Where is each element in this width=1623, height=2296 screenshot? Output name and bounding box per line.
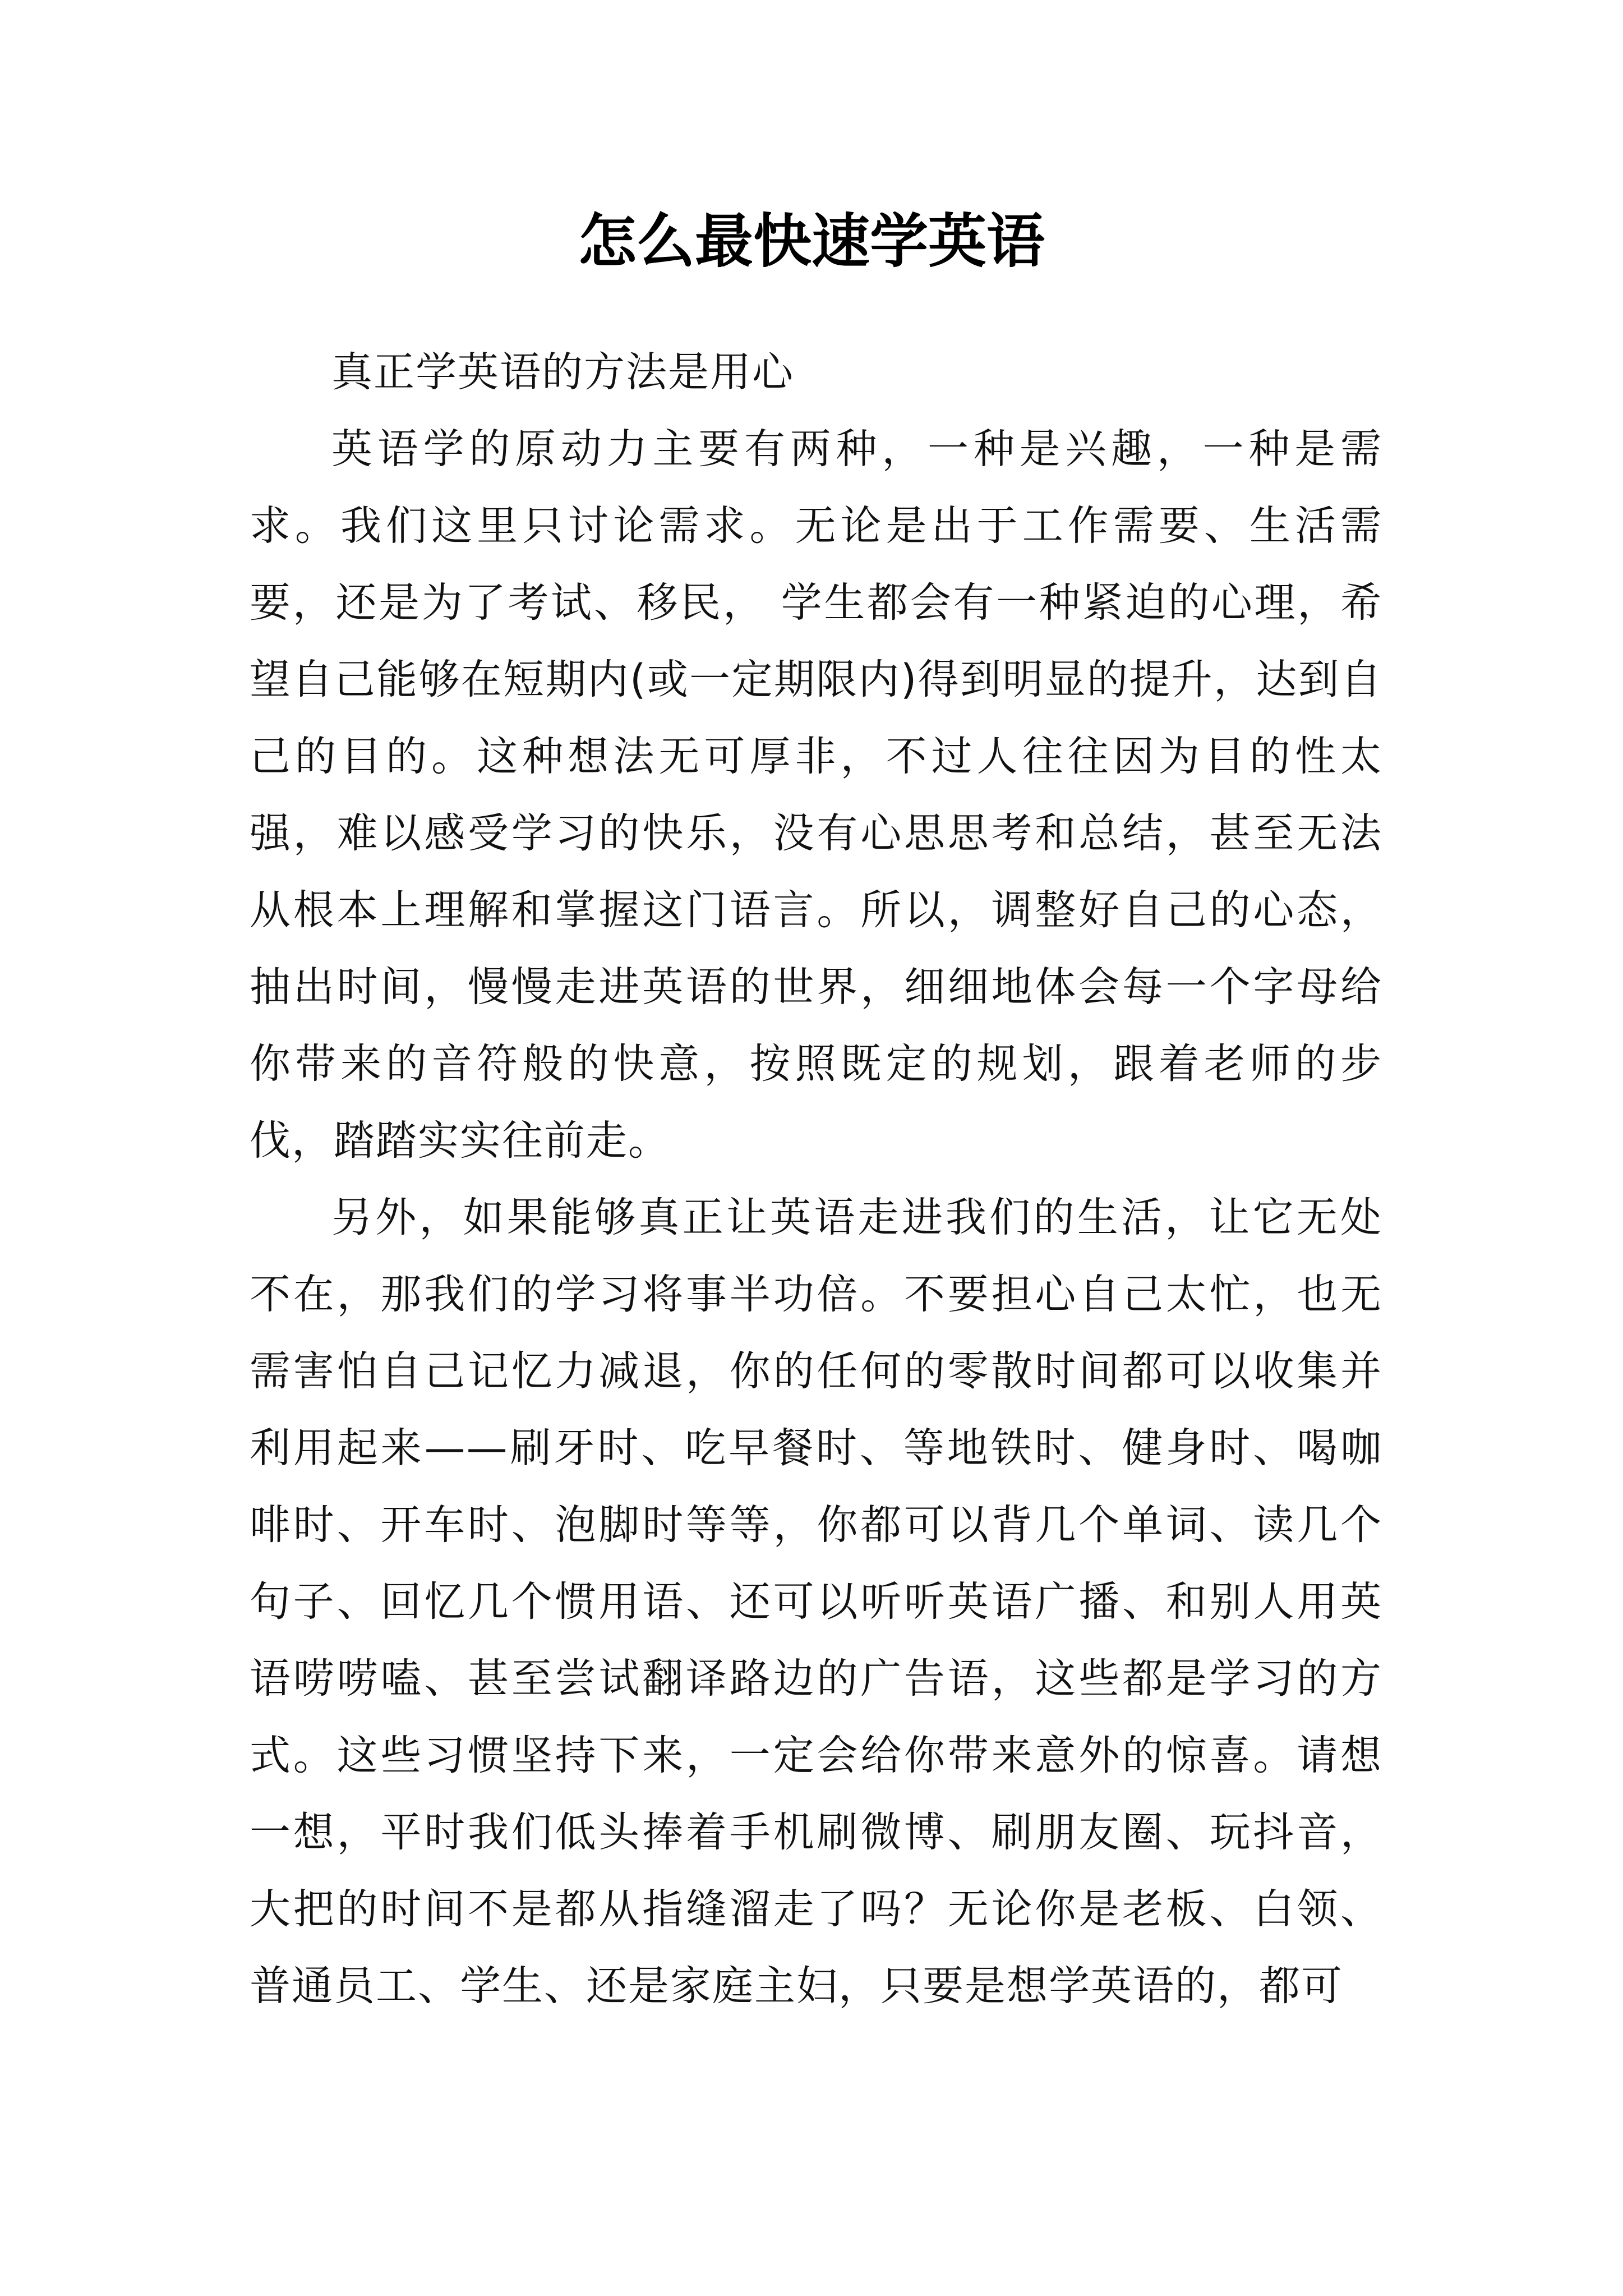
paragraph: 英语学的原动力主要有两种，一种是兴趣，一种是需求。我们这里只讨论需求。无论是出于工作需要、生活需要，还是为了考试、移民， 学生都会有一种紧迫的心理，希望自己能够在短期内(或一定期限内)得到明显的提升，达到自己的目的。这种想法无可厚非，不过人往往因为目的性太强，难以感受学习的快乐，没有心思思考和总结，甚至无法从根本上理解和掌握这门语言。所以，调整好自己的心态，抽出时间，慢慢走进英语的世界，细细地体会每一个字母给你带来的音符般的快意，按照既定的规划，跟着老师的步伐，踏踏实实往前走。 (250, 425, 1382, 1165)
document-title: 怎么最快速学英语 (578, 206, 1045, 275)
paragraph: 另外，如果能够真正让英语走进我们的生活，让它无处不在，那我们的学习将事半功倍。不要担心自己太忙，也无需害怕自己记忆力减退，你的任何的零散时间都可以收集并利用起来——刷牙时、吃早餐时、等地铁时、健身时、喝咖啡时、开车时、泡脚时等等，你都可以背几个单词、读几个句子、回忆几个惯用语、还可以听听英语广播、和别人用英语唠唠嗑、甚至尝试翻译路边的广告语，这些都是学习的方式。这些习惯坚持下来，一定会给你带来意外的惊喜。请想一想，平时我们低头捧着手机刷微博、刷朋友圈、玩抖音，大把的时间不是都从指缝溜走了吗？无论你是老板、白领、普通员工、学生、还是家庭主妇，只要是想学英语的，都可 (250, 1194, 1382, 2010)
paragraph-subheading: 真正学英语的方法是用心 (331, 348, 794, 396)
document-body (250, 334, 1382, 2024)
